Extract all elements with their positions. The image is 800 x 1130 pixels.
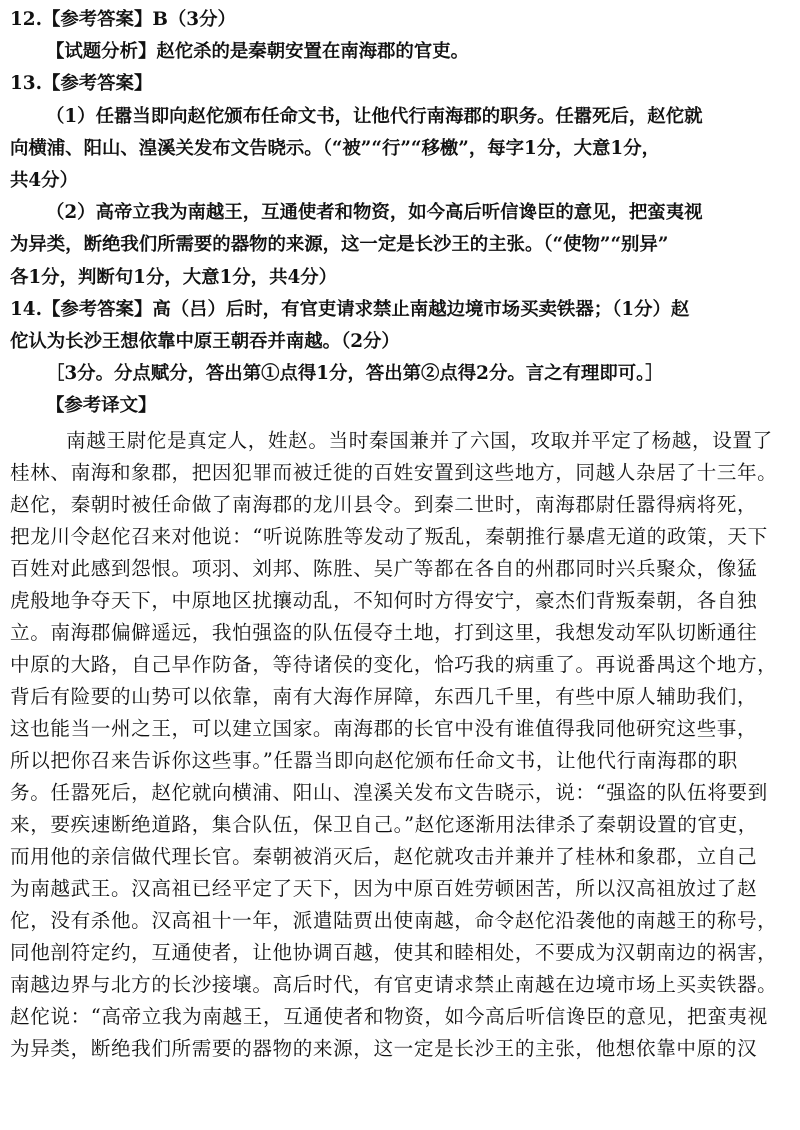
text-line: 而用他的亲信做代理长官。秦朝被消灭后，赵佗就攻击并兼并了桂林和象郡，立自己 (10, 844, 758, 868)
answer-section (10, 4, 782, 423)
text-line: 赵佗说：“高帝立我为南越王，互通使者和物资，如今高后听信谗臣的意见，把蛮夷视 (10, 1004, 768, 1028)
text-line: 为异类，断绝我们所需要的器物的来源，这一定是长沙王的主张。（“使物”“别异” (10, 234, 669, 256)
text-line: 把龙川令赵佗召来对他说：“听说陈胜等发动了叛乱，秦朝推行暴虐无道的政策，天下 (10, 524, 768, 548)
text-line: 这也能当一州之王，可以建立国家。南海郡的长官中没有谁值得我同他研究这些事， (10, 716, 758, 740)
q14-answer-line: 14.【参考答案】高（吕）后时，有官吏请求禁止南越边境市场买卖铁器；（1分）赵 (10, 298, 690, 320)
text-line: 共4分） (10, 170, 78, 192)
text-line: 中原的大路，自己早作防备，等待诸侯的变化，恰巧我的病重了。再说番禺这个地方， (10, 652, 778, 676)
text-line: 佗认为长沙王想依靠中原王朝吞并南越。（2分） (10, 331, 400, 353)
text-line: （2）高帝立我为南越王，互通使者和物资，如今高后听信谗臣的意见，把蛮夷视 (46, 202, 703, 224)
text-line: 来，要疾速断绝道路，集合队伍，保卫自己。”赵佗逐渐用法律杀了秦朝设置的官吏， (10, 812, 758, 836)
text-line: 桂林、南海和象郡，把因犯罪而被迁徙的百姓安置到这些地方，同越人杂居了十三年。 (10, 460, 778, 484)
text-line: 务。任嚣死后，赵佗就向横浦、阳山、湟溪关发布文告晓示，说：“强盗的队伍将要到 (10, 780, 768, 804)
text-line: 所以把你召来告诉你这些事。”任嚣当即向赵佗颁布任命文书，让他代行南海郡的职 (10, 748, 738, 772)
q12-analysis-line: 【试题分析】赵佗杀的是秦朝安置在南海郡的官吏。 (46, 41, 469, 63)
text-line: 南越边界与北方的长沙接壤。高后时代，有官吏请求禁止南越在边境市场上买卖铁器。 (10, 972, 778, 996)
translation-heading: 【参考译文】 (46, 395, 157, 417)
text-line: 为异类，断绝我们所需要的器物的来源，这一定是长沙王的主张，他想依靠中原的汉 (10, 1036, 758, 1060)
text-line: 为南越武王。汉高祖已经平定了天下，因为中原百姓劳顿困苦，所以汉高祖放过了赵 (10, 876, 758, 900)
q12-answer-line: 12.【参考答案】B（3分） (10, 9, 236, 30)
text-line: 立。南海郡偏僻遥远，我怕强盗的队伍侵夺土地，打到这里，我想发动军队切断通往 (10, 620, 758, 644)
text-line: 佗，没有杀他。汉高祖十一年，派遣陆贾出使南越，命令赵佗沿袭他的南越王的称号， (10, 908, 778, 932)
text-line: 赵佗，秦朝时被任命做了南海郡的龙川县令。到秦二世时，南海郡尉任嚣得病将死， (10, 492, 758, 516)
text-line: （1）任嚣当即向赵佗颁布任命文书，让他代行南海郡的职务。任嚣死后，赵佗就 (46, 105, 703, 127)
translation-section (10, 425, 782, 1065)
text-line: 虎般地争夺天下，中原地区扰攘动乱，不知何时方得安宁，豪杰们背叛秦朝，各自独 (10, 588, 758, 612)
text-line: 南越王尉佗是真定人，姓赵。当时秦国兼并了六国，攻取并平定了杨越，设置了 (66, 428, 773, 452)
text-line: 各1分，判断句1分，大意1分，共4分） (10, 266, 338, 288)
scoring-note: ［3分。分点赋分，答出第①点得1分，答出第②点得2分。言之有理即可。］ (46, 363, 664, 385)
text-line: 向横浦、阳山、湟溪关发布文告晓示。（“被”“行”“移檄”，每字1分，大意1分， (10, 137, 660, 159)
text-line: 百姓对此感到怨恨。项羽、刘邦、陈胜、吴广等都在各自的州郡同时兴兵聚众，像猛 (10, 556, 758, 580)
q13-answer-heading: 13.【参考答案】 (10, 73, 153, 95)
text-line: 同他剖符定约，互通使者，让他协调百越，使其和睦相处，不要成为汉朝南边的祸害， (10, 940, 778, 964)
text-line: 背后有险要的山势可以依靠，南有大海作屏障，东西几千里，有些中原人辅助我们， (10, 684, 758, 708)
